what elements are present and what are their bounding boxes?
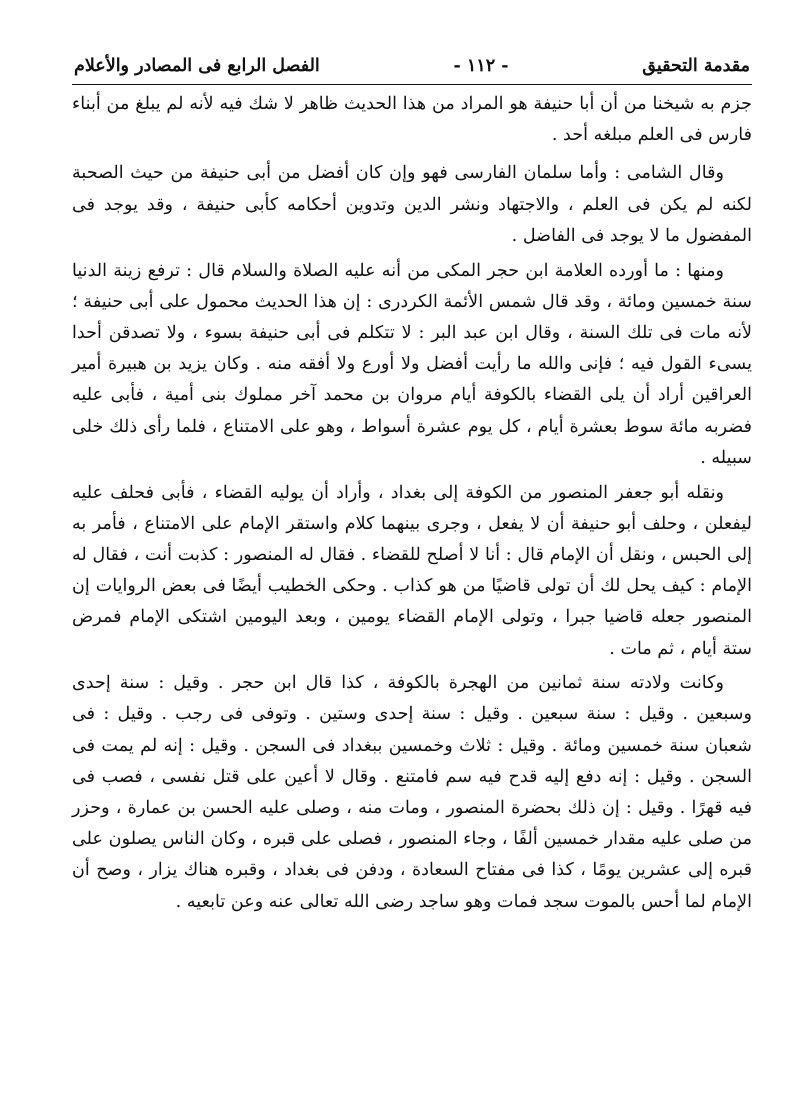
paragraph-4: ونقله أبو جعفر المنصور من الكوفة إلى بغداد ، وأراد أن يوليه القضاء ، فأبى فحلف عليه ليفعلن ، وحلف أبو حنيفة أن لا يفعل ، وجرى بينهما كلام واستقر الإمام على الامتناع ، فأمر به إلى الحبس ، ونقل أن الإمام قال : أنا لا أصلح للقضاء . فقال له المنصور : كذبت أنت ، فقال له الإمام : كيف يحل لك أن تولى قاضيًا من هو كذاب . وحكى الخطيب أيضًا فى بعض الروايات إن المنصور جعله قاضيا جبرا ، وتولى الإمام القضاء يومين ، وبعد اليومين اشتكى الإمام فمرض ستة أيام ، ثم مات .: [72, 482, 752, 659]
header-left-title: الفصل الرابع فى المصادر والأعلام: [74, 56, 320, 76]
running-header: [72, 52, 752, 85]
paragraph-5: وكانت ولادته سنة ثمانين من الهجرة بالكوفة ، كذا قال ابن حجر . وقيل : سنة إحدى وسبعين . وقيل : سنة سبعين . وقيل : سنة إحدى وستين . وتوفى فى رجب . وقيل : فى شعبان سنة خمسين ومائة . وقيل : ثلاث وخمسين ببغداد فى السجن . وقيل : إنه لم يمت فى السجن . وقيل : إنه دفع إليه قدح فيه سم فامتنع . وقال لا أعين على قتل نفسى ، فصب فى فيه قهرًا . وقيل : إن ذلك بحضرة المنصور ، ومات منه ، وصلى عليه الحسن بن عمارة ، وحزر من صلى عليه مقدار خمسين ألفًا ، وجاء المنصور ، فصلى على قبره ، وكان الناس يصلون على قبره إلى عشرين يومًا ، كذا فى مفتاح السعادة ، ودفن فى بغداد ، وقبره هناك يزار ، وصح أن الإمام لما أحس بالموت سجد فمات وهو ساجد رضى الله تعالى عنه وعن تابعيه .: [72, 673, 752, 912]
header-right-title: مقدمة التحقيق: [642, 56, 750, 76]
paragraph-2: وقال الشامى : وأما سلمان الفارسى فهو وإن كان أفضل من أبى حنيفة من حيث الصحبة لكنه لم يكن فى العلم ، والاجتهاد ونشر الدين وتدوين أحكامه كأبى حنيفة ، وقد يوجد فى المفضول ما لا يوجد فى الفاضل .: [72, 163, 752, 246]
paragraph-3: ومنها : ما أورده العلامة ابن حجر المكى من أنه عليه الصلاة والسلام قال : ترفع زينة الدنيا سنة خمسين ومائة ، وقد قال شمس الأئمة الكردرى : إن هذا الحديث محمول على أبى حنيفة ؛ لأنه مات فى تلك السنة ، وقال ابن عبد البر : لا تتكلم فى أبى حنيفة بسوء ، ولا تصدقن أحدا يسىء القول فيه ؛ فإنى والله ما رأيت أفضل ولا أورع ولا أفقه منه . وكان يزيد بن هبيرة أمير العراقين أراد أن يلى القضاء بالكوفة أيام مروان بن محمد آخر مملوك بنى أمية ، فأبى عليه فضربه مائة سوط بعشرة أيام ، كل يوم عشرة أسواط ، وهو على الامتناع ، فلما رأى ذلك خلى سبيله .: [72, 260, 752, 468]
body-text: [72, 89, 752, 918]
document-page: [72, 52, 752, 921]
page-number: - ١١٢ -: [453, 56, 509, 76]
paragraph-1: جزم به شيخنا من أن أبا حنيفة هو المراد من هذا الحديث ظاهر لا شك فيه لأنه لم يبلغ من أبناء فارس فى العلم مبلغه أحد .: [72, 94, 752, 146]
